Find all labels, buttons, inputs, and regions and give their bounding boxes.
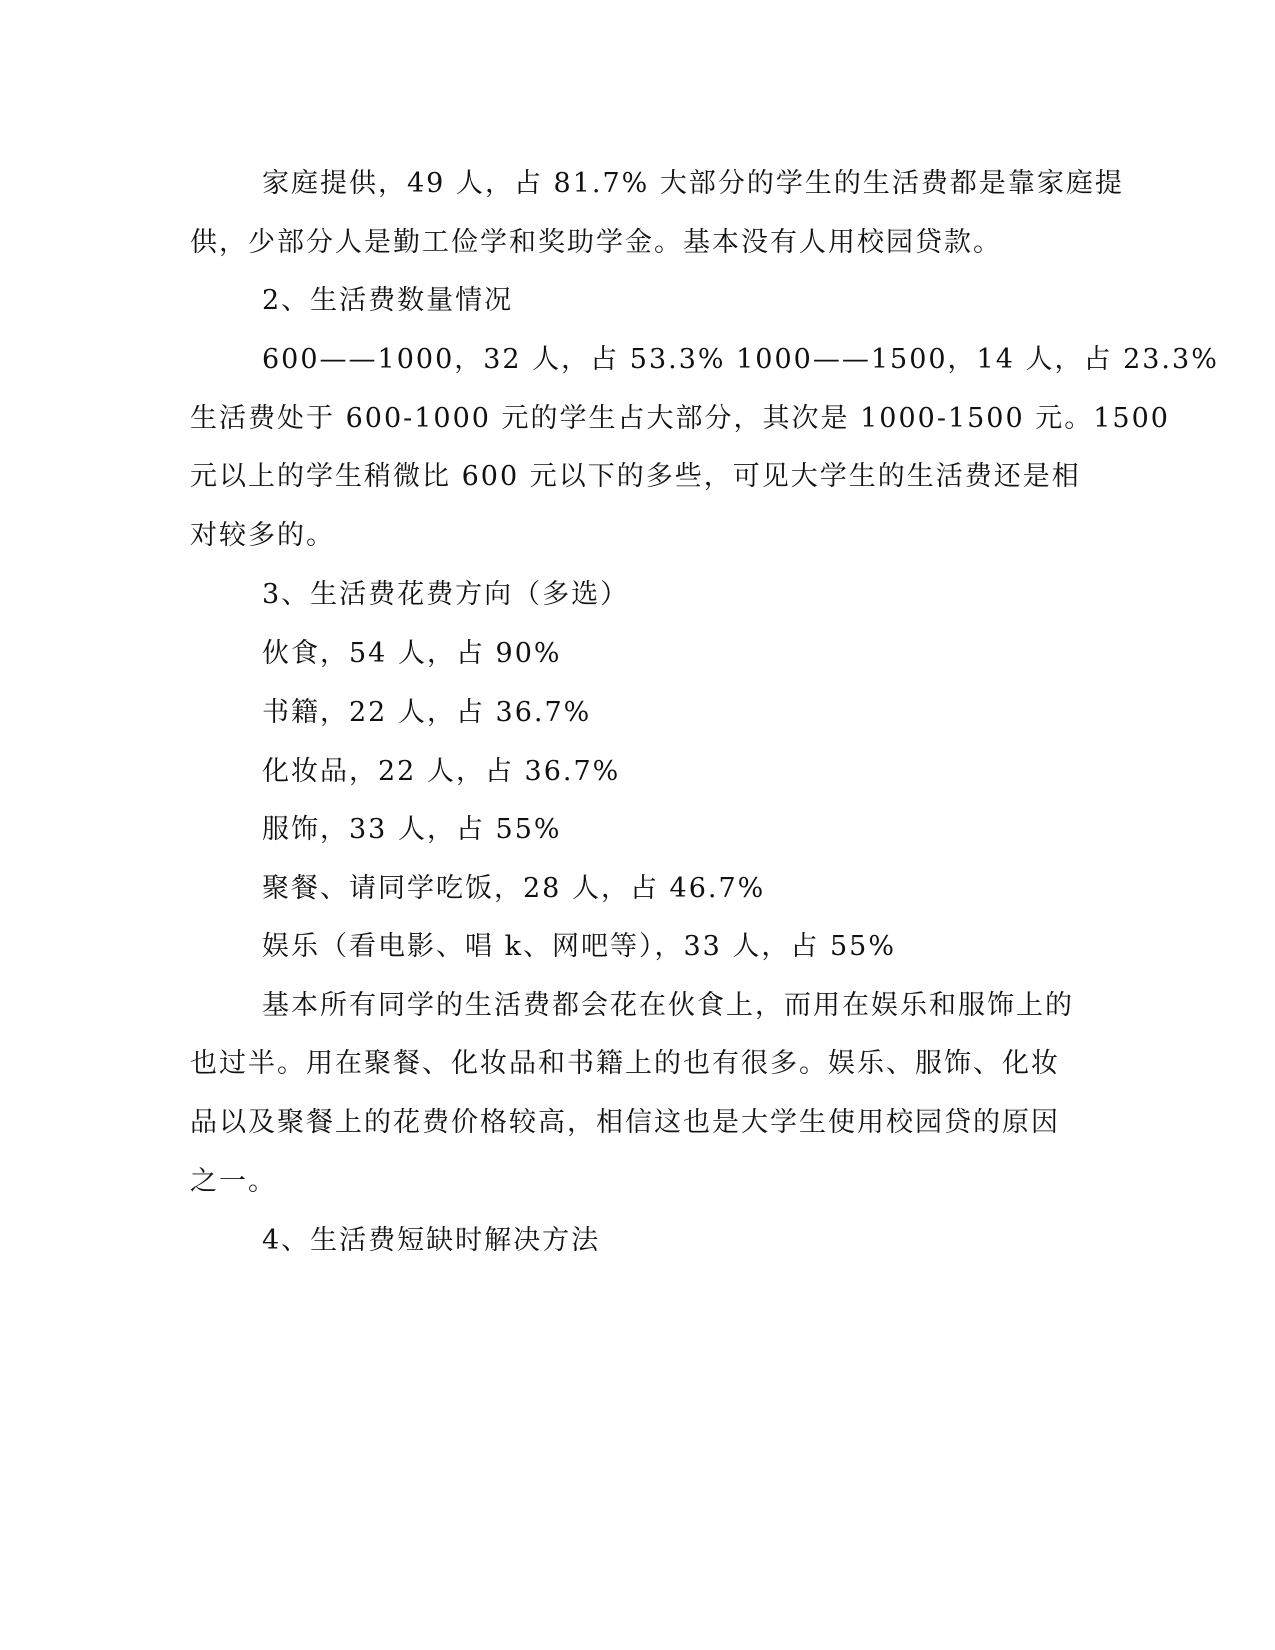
section-heading: 4、生活费短缺时解决方法 — [262, 1225, 601, 1256]
paragraph-line: 之一。 — [190, 1166, 277, 1197]
paragraph-line: 也过半。用在聚餐、化妆品和书籍上的也有很多。娱乐、服饰、化妆 — [190, 1048, 1060, 1079]
section-heading: 2、生活费数量情况 — [262, 285, 514, 316]
paragraph-line: 元以上的学生稍微比 600 元以下的多些，可见大学生的生活费还是相 — [190, 461, 1081, 492]
paragraph-line: 对较多的。 — [190, 520, 335, 551]
list-item: 服饰，33 人，占 55% — [262, 814, 562, 845]
paragraph-line: 基本所有同学的生活费都会花在伙食上，而用在娱乐和服饰上的 — [262, 990, 1074, 1021]
paragraph-line: 生活费处于 600-1000 元的学生占大部分，其次是 1000-1500 元。1500 — [190, 403, 1170, 434]
list-item: 伙食，54 人，占 90% — [262, 638, 562, 669]
paragraph-line: 供，少部分人是勤工俭学和奖助学金。基本没有人用校园贷款。 — [190, 227, 1002, 258]
list-item: 化妆品，22 人，占 36.7% — [262, 756, 621, 787]
paragraph-line: 家庭提供，49 人，占 81.7% 大部分的学生的生活费都是靠家庭提 — [262, 168, 1124, 199]
list-item: 书籍，22 人，占 36.7% — [262, 697, 592, 728]
section-heading: 3、生活费花费方向（多选） — [262, 579, 630, 610]
paragraph-line: 品以及聚餐上的花费价格较高，相信这也是大学生使用校园贷的原因 — [190, 1107, 1060, 1138]
list-item: 娱乐（看电影、唱 k、网吧等），33 人，占 55% — [262, 931, 896, 962]
paragraph-line: 600——1000，32 人，占 53.3% 1000——1500，14 人，占 23.3% — [262, 344, 1219, 375]
list-item: 聚餐、请同学吃饭，28 人，占 46.7% — [262, 873, 766, 904]
